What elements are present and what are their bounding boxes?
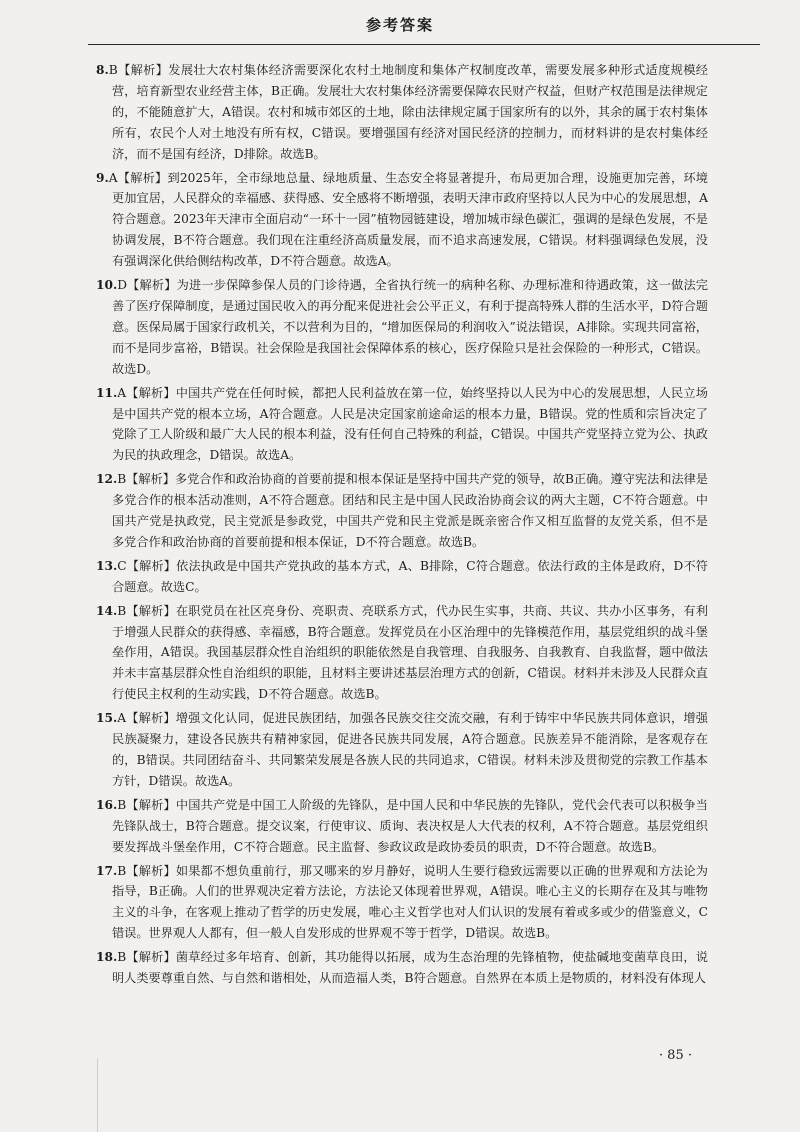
answer-number: 9.: [96, 170, 109, 185]
answer-number: 13.: [96, 558, 118, 573]
answer-text: A【解析】到2025年，全市绿地总量、绿地质量、生态安全将显著提升，布局更加合理，设施更加完善，环境更加宜居，人民群众的幸福感、获得感、安全感将不断增强，表明天津市政府坚持以人民为中心的发展思想，A符合题意。2023年天津市全面启动“一环十一园”植物园链建设，增加城市绿色碳汇，强调的是绿色发展，不是协调发展，B不符合题意。我们现在注重经济高质量发展，而不追求高速发展，C错误。材料强调绿色发展，没有强调深化供给侧结构改革，D不符合题意。故选A。: [108, 170, 708, 269]
answer-item-12: [96, 469, 708, 553]
answer-text: D【解析】为进一步保障参保人员的门诊待遇，全省执行统一的病种名称、办理标准和待遇政策，这一做法完善了医疗保障制度，是通过国民收入的再分配来促进社会公平正义，有利于提高特殊人群的生活水平，D符合题意。医保局属于国家行政机关，不以营利为目的，“增加医保局的利润收入”说法错误，A排除。实现共同富裕，而不是同步富裕，B错误。社会保险是我国社会保障体系的核心，医疗保险只是社会保险的一种形式，C错误。故选D。: [112, 278, 708, 376]
answer-number: 18.: [96, 950, 118, 965]
answer-number: 16.: [96, 797, 118, 812]
answer-text: B【解析】在职党员在社区亮身份、亮职责、亮联系方式，代办民生实事，共商、共议、共办小区事务，有利于增强人民群众的获得感、幸福感，B符合题意。发挥党员在小区治理中的先锋模范作用，基层党组织的战斗堡垒作用，A错误。我国基层群众性自治组织的职能依然是自我管理、自我服务、自我教育、自我监督，题中做法并未丰富基层群众性自治组织的职能，且材料主要讲述基层治理方式的创新，C错误。材料并未涉及人民群众直行使民主权利的生动实践，D不符合题意。故选B。: [112, 603, 708, 702]
answer-item-13: [96, 556, 708, 598]
answer-number: 17.: [96, 863, 118, 878]
page-header-title: 参考答案: [365, 16, 434, 34]
answer-text: A【解析】增强文化认同，促进民族团结，加强各民族交往交流交融，有利于铸牢中华民族共同体意识，增强民族凝聚力，建设各民族共有精神家园，促进各民族共同发展，A符合题意。民族差异不能消除，是客观存在的，B错误。共同团结奋斗、共同繁荣发展是各族人民的共同追求，C错误。材料未涉及贯彻党的宗教工作基本方针，D错误。故选A。: [112, 711, 708, 788]
answer-number: 12.: [96, 472, 118, 487]
answer-item-17: [96, 861, 708, 945]
answer-item-18: [96, 947, 708, 989]
answer-item-9: [96, 168, 708, 273]
page-number: · 85 ·: [658, 1048, 692, 1063]
answer-text: B【解析】发展壮大农村集体经济需要深化农村土地制度和集体产权制度改革，需要发展多种形式适度规模经营，培育新型农业经营主体，B正确。发展壮大农村集体经济需要保障农民财产权益，但财产权范围是法律规定的，不能随意扩大，A错误。农村和城市郊区的土地，除由法律规定属于国家所有的以外，其余的属于农村集体所有，农民个人对土地没有所有权，C错误。要增强国有经济对国民经济的控制力，而材料讲的是农村集体经济，而不是国有经济，D排除。故选B。: [108, 63, 708, 161]
answer-text: B【解析】如果都不想负重前行，那又哪来的岁月静好，说明人生要行稳致远需要以正确的世界观和方法论为指导，B正确。人们的世界观决定着方法论，方法论又体现着世界观，A错误。唯心主义的长期存在及其与唯物主义的斗争，在客观上推动了哲学的历史发展，唯心主义哲学也对人们认识的发展有着或多或少的借鉴意义，C错误。世界观人人都有，但一般人自发形成的世界观不等于哲学，D错误。故选B。: [112, 863, 708, 941]
answer-number: 15.: [96, 711, 118, 726]
header-divider: [88, 44, 760, 45]
answer-text: C【解析】依法执政是中国共产党执政的基本方式，A、B排除，C符合题意。依法行政的主体是政府，D不符合题意。故选C。: [112, 558, 708, 594]
margin-line: [97, 1058, 98, 1132]
answer-text: A【解析】中国共产党在任何时候，都把人民利益放在第一位，始终坚持以人民为中心的发展思想，人民立场是中国共产党的根本立场，A符合题意。人民是决定国家前途命运的根本力量，B错误。党的性质和宗旨决定了党除了工人阶级和最广大人民的根本利益，没有任何自己特殊的利益，C错误。中国共产党坚持立党为公、执政为民的执政理念，D错误。故选A。: [112, 385, 708, 463]
answer-list: [96, 60, 708, 992]
answer-item-15: [96, 708, 708, 792]
answer-number: 8.: [96, 63, 109, 77]
answer-item-16: [96, 795, 708, 858]
answer-item-14: [96, 601, 708, 706]
answer-item-11: [96, 383, 708, 467]
answer-text: B【解析】多党合作和政治协商的首要前提和根本保证是坚持中国共产党的领导，故B正确。遵守宪法和法律是多党合作的根本活动准则，A不符合题意。团结和民主是中国人民政治协商会议的两大主题，C不符合题意。中国共产党是执政党，民主党派是参政党，中国共产党和民主党派是既亲密合作又相互监督的友党关系，但不是多党合作和政治协商的首要前提和根本保证，D不符合题意。故选B。: [112, 472, 708, 549]
answer-number: 11.: [96, 385, 118, 400]
answer-number: 14.: [96, 603, 118, 618]
answer-item-10: [96, 275, 708, 380]
answer-item-8: [96, 60, 708, 165]
answer-text: B【解析】中国共产党是中国工人阶级的先锋队，是中国人民和中华民族的先锋队，党代会代表可以积极争当先锋队战士，B符合题意。提交议案，行使审议、质询、表决权是人大代表的权利，A不符合题意。基层党组织要发挥战斗堡垒作用，C不符合题意。民主监督、参政议政是政协委员的职责，D不符合题意。故选B。: [112, 797, 708, 854]
answer-text: B【解析】菌草经过多年培育、创新，其功能得以拓展，成为生态治理的先锋植物，使盐碱地变菌草良田，说明人类要尊重自然、与自然和谐相处，从而造福人类，B符合题意。自然界在本质上是物质的，材料没有体现人: [112, 950, 708, 986]
answer-number: 10.: [96, 278, 118, 293]
